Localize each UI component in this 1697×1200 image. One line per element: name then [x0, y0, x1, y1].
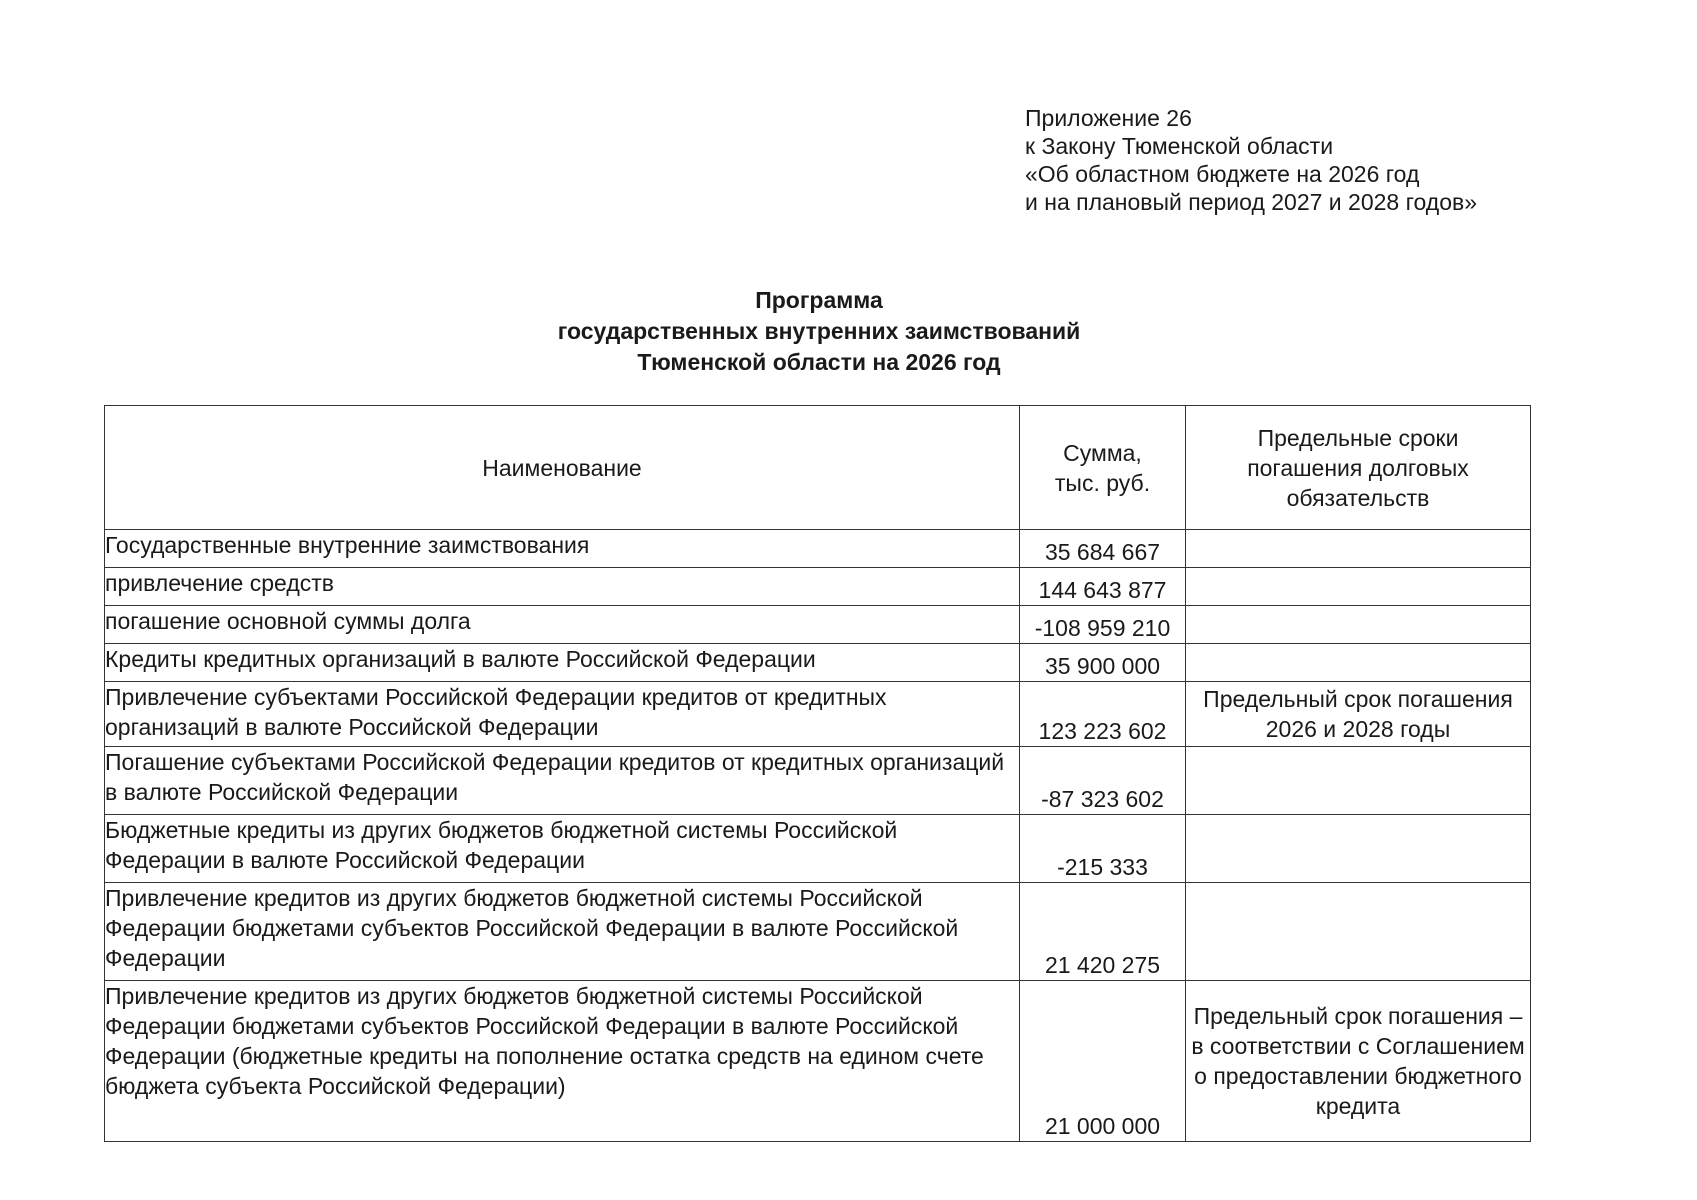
row-term: Предельный срок погашения 2026 и 2028 годы [1186, 682, 1531, 747]
row-sum: -108 959 210 [1020, 606, 1186, 644]
row-name: Погашение субъектами Российской Федерации кредитов от кредитных организаций в валюте Российской Федерации [105, 747, 1020, 815]
row-term [1186, 644, 1531, 682]
table-row [105, 530, 1531, 568]
row-term [1186, 815, 1531, 883]
header-sum-line: Сумма, [1063, 439, 1142, 466]
title-line: Тюменской области на 2026 год [637, 349, 1001, 375]
row-name: Привлечение кредитов из других бюджетов бюджетной системы Российской Федерации бюджетами субъектов Российской Федерации в валюте Российской Федерации [105, 883, 1020, 981]
row-term [1186, 606, 1531, 644]
row-name: Кредиты кредитных организаций в валюте Российской Федерации [105, 644, 1020, 682]
appendix-line: «Об областном бюджете на 2026 год [1025, 161, 1420, 187]
table-row [105, 682, 1531, 747]
header-sum-line: тыс. руб. [1054, 469, 1151, 496]
table-row [105, 747, 1531, 815]
row-term: Предельный срок погашения – в соответствии с Соглашением о предоставлении бюджетного кредита [1186, 981, 1531, 1142]
row-sum: 35 900 000 [1020, 644, 1186, 682]
table-header-row [105, 406, 1531, 530]
table-row [105, 981, 1531, 1142]
table-row [105, 644, 1531, 682]
appendix-note [1025, 104, 1477, 216]
row-name: погашение основной суммы долга [105, 606, 1020, 644]
row-sum: 21 000 000 [1020, 981, 1186, 1142]
row-sum: 144 643 877 [1020, 568, 1186, 606]
borrowing-program-table [104, 405, 1531, 1142]
row-name: Государственные внутренние заимствования [105, 530, 1020, 568]
row-sum: 123 223 602 [1020, 682, 1186, 747]
appendix-line: к Закону Тюменской области [1025, 133, 1334, 159]
title-line: Программа [755, 287, 883, 313]
table-row [105, 606, 1531, 644]
row-name: привлечение средств [105, 568, 1020, 606]
document-title [104, 285, 1534, 378]
row-term [1186, 530, 1531, 568]
header-term-line: Предельные сроки [1257, 424, 1459, 451]
row-name: Привлечение субъектами Российской Федерации кредитов от кредитных организаций в валюте Российской Федерации [105, 682, 1020, 747]
table-row [105, 883, 1531, 981]
row-term [1186, 747, 1531, 815]
row-sum: 21 420 275 [1020, 883, 1186, 981]
header-sum [1020, 406, 1186, 530]
row-name: Бюджетные кредиты из других бюджетов бюджетной системы Российской Федерации в валюте Российской Федерации [105, 815, 1020, 883]
header-term-line: погашения долговых [1247, 454, 1469, 481]
title-line: государственных внутренних заимствований [557, 318, 1081, 344]
row-name: Привлечение кредитов из других бюджетов бюджетной системы Российской Федерации бюджетами субъектов Российской Федерации в валюте Российской Федерации (бюджетные кредиты на пополнение остатка средств на едином счете бюджета субъекта Российской Федерации) [105, 981, 1020, 1142]
table-row [105, 815, 1531, 883]
appendix-line: и на плановый период 2027 и 2028 годов» [1025, 189, 1477, 215]
appendix-line: Приложение 26 [1025, 105, 1192, 131]
row-term [1186, 883, 1531, 981]
row-sum: 35 684 667 [1020, 530, 1186, 568]
row-sum: -215 333 [1020, 815, 1186, 883]
header-name: Наименование [105, 406, 1020, 530]
header-term-line: обязательств [1286, 484, 1430, 511]
row-sum: -87 323 602 [1020, 747, 1186, 815]
table-row [105, 568, 1531, 606]
row-term [1186, 568, 1531, 606]
header-term [1186, 406, 1531, 530]
